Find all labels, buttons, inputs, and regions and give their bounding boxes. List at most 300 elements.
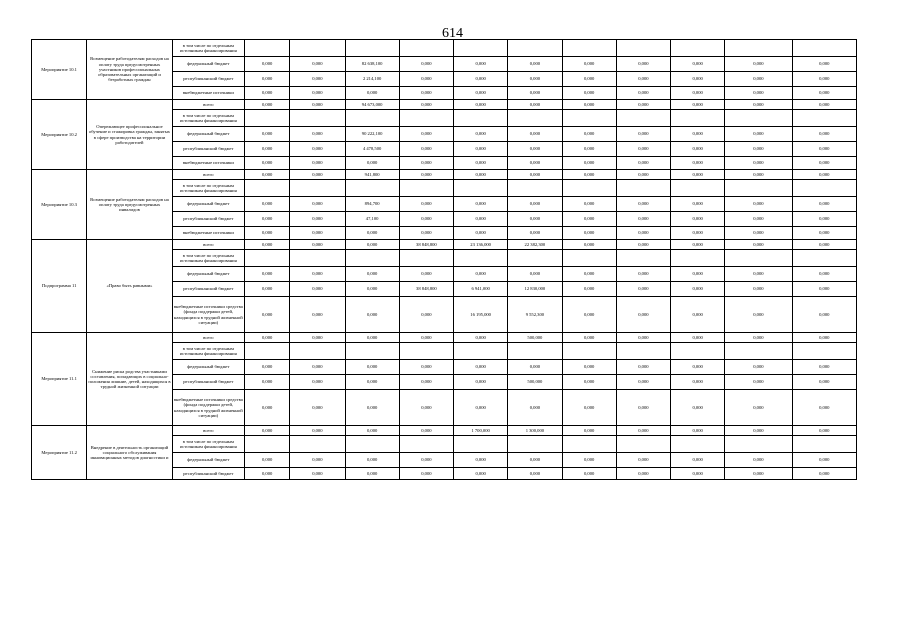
amount-cell: 0,000 [671, 127, 725, 142]
amount-cell: 0,000 [725, 267, 792, 282]
amount-cell: 500,000 [508, 333, 562, 343]
amount-cell: 0,000 [725, 87, 792, 100]
amount-cell: 0,000 [725, 375, 792, 390]
funding-source: всего [172, 426, 244, 436]
amount-cell: 0,000 [399, 297, 453, 333]
amount-cell: 0,000 [290, 240, 345, 250]
funding-source: республиканский бюджет [172, 468, 244, 480]
amount-cell: 47,100 [345, 212, 399, 227]
amount-cell: 0,000 [671, 212, 725, 227]
amount-cell: 0,000 [792, 390, 856, 426]
amount-cell: 0,000 [725, 333, 792, 343]
amount-cell: 0,000 [508, 100, 562, 110]
amount-cell: 0,000 [671, 453, 725, 468]
amount-cell: 0,000 [245, 212, 290, 227]
amount-cell: 0,000 [671, 360, 725, 375]
amount-cell: 0,000 [399, 267, 453, 282]
amount-cell [792, 40, 856, 57]
program-description: Снижение риска родства участниками составления, попадающих в социально-положения лишние, детей, находящихся в трудной жизненной ситуации [87, 333, 172, 426]
amount-cell: 0,000 [792, 170, 856, 180]
amount-cell [399, 250, 453, 267]
amount-cell: 0,000 [508, 212, 562, 227]
amount-cell: 0,000 [245, 72, 290, 87]
amount-cell: 0,000 [671, 333, 725, 343]
amount-cell: 0,000 [399, 453, 453, 468]
amount-cell: 0,000 [245, 375, 290, 390]
funding-source: федеральный бюджет [172, 360, 244, 375]
amount-cell: 0,000 [725, 426, 792, 436]
amount-cell: 0,000 [562, 267, 616, 282]
amount-cell: 0,000 [792, 100, 856, 110]
amount-cell: 0,000 [562, 212, 616, 227]
amount-cell: 0,000 [725, 390, 792, 426]
table-row [32, 426, 857, 436]
amount-cell: 0,000 [508, 267, 562, 282]
amount-cell: 0,000 [562, 142, 616, 157]
amount-cell: 0,000 [562, 375, 616, 390]
amount-cell: 0,000 [725, 453, 792, 468]
amount-cell [245, 436, 290, 453]
funding-source: федеральный бюджет [172, 127, 244, 142]
amount-cell [508, 250, 562, 267]
funding-source: федеральный бюджет [172, 197, 244, 212]
amount-cell: 0,000 [671, 267, 725, 282]
amount-cell [616, 180, 670, 197]
amount-cell [508, 436, 562, 453]
amount-cell: 0,000 [454, 360, 508, 375]
amount-cell [345, 250, 399, 267]
amount-cell: 0,000 [290, 468, 345, 480]
amount-cell [671, 343, 725, 360]
amount-cell [725, 436, 792, 453]
amount-cell: 0,000 [616, 240, 670, 250]
finance-table-container [31, 39, 857, 480]
amount-cell: 0,000 [345, 227, 399, 240]
amount-cell: 0,000 [562, 453, 616, 468]
program-label: Мероприятие 10.1 [32, 40, 87, 100]
amount-cell: 38 848,800 [399, 282, 453, 297]
amount-cell: 0,000 [454, 170, 508, 180]
amount-cell: 0,000 [399, 170, 453, 180]
amount-cell: 0,000 [454, 72, 508, 87]
amount-cell: 1 300,000 [508, 426, 562, 436]
amount-cell: 0,000 [562, 197, 616, 212]
amount-cell: 0,000 [616, 453, 670, 468]
amount-cell [454, 343, 508, 360]
amount-cell: 0,000 [454, 267, 508, 282]
amount-cell: 0,000 [725, 100, 792, 110]
amount-cell: 0,000 [508, 453, 562, 468]
program-label: Мероприятие 10.3 [32, 170, 87, 240]
amount-cell: 0,000 [345, 360, 399, 375]
amount-cell [290, 110, 345, 127]
program-label: Мероприятие 11.2 [32, 426, 87, 480]
amount-cell: 0,000 [290, 87, 345, 100]
amount-cell: 0,000 [399, 87, 453, 100]
amount-cell: 0,000 [792, 197, 856, 212]
amount-cell: 0,000 [245, 468, 290, 480]
amount-cell: 2 214,100 [345, 72, 399, 87]
amount-cell [725, 40, 792, 57]
amount-cell [725, 250, 792, 267]
amount-cell: 0,000 [616, 375, 670, 390]
funding-source: внебюджетные источники средства (фонда поддержки детей, находящихся в трудной жизненной ситуации) [172, 297, 244, 333]
funding-source: в том числе по отдельным источникам финансирования [172, 250, 244, 267]
amount-cell: 0,000 [345, 297, 399, 333]
amount-cell [792, 180, 856, 197]
program-description: «Право быть равными» [87, 240, 172, 333]
amount-cell [290, 436, 345, 453]
amount-cell: 0,000 [399, 142, 453, 157]
funding-source: республиканский бюджет [172, 282, 244, 297]
amount-cell: 0,000 [725, 297, 792, 333]
amount-cell: 0,000 [245, 453, 290, 468]
amount-cell: 0,000 [725, 282, 792, 297]
amount-cell [671, 250, 725, 267]
amount-cell: 0,000 [508, 227, 562, 240]
amount-cell [454, 110, 508, 127]
amount-cell: 0,000 [290, 197, 345, 212]
amount-cell: 0,000 [562, 100, 616, 110]
amount-cell: 0,000 [245, 390, 290, 426]
amount-cell: 0,000 [345, 267, 399, 282]
amount-cell: 0,000 [616, 468, 670, 480]
amount-cell: 0,000 [345, 157, 399, 170]
funding-source: в том числе по отдельным источникам финансирования [172, 40, 244, 57]
amount-cell: 0,000 [399, 468, 453, 480]
amount-cell [616, 110, 670, 127]
amount-cell [562, 250, 616, 267]
amount-cell [245, 110, 290, 127]
funding-source: всего [172, 100, 244, 110]
amount-cell [725, 343, 792, 360]
amount-cell: 0,000 [725, 157, 792, 170]
amount-cell: 0,000 [290, 142, 345, 157]
amount-cell: 38 848,800 [399, 240, 453, 250]
amount-cell: 0,000 [616, 142, 670, 157]
amount-cell: 0,000 [508, 197, 562, 212]
amount-cell: 0,000 [345, 390, 399, 426]
amount-cell: 0,000 [792, 468, 856, 480]
amount-cell: 0,000 [792, 240, 856, 250]
funding-source: республиканский бюджет [172, 142, 244, 157]
amount-cell: 0,000 [616, 360, 670, 375]
amount-cell: 0,000 [290, 72, 345, 87]
amount-cell: 0,000 [792, 360, 856, 375]
amount-cell [616, 40, 670, 57]
program-description: Внедрение в деятельность организаций социального обслуживания инновационных методов диагностики и [87, 426, 172, 480]
amount-cell: 0,000 [454, 212, 508, 227]
amount-cell: 0,000 [792, 282, 856, 297]
amount-cell: 0,000 [454, 453, 508, 468]
amount-cell: 0,000 [345, 282, 399, 297]
amount-cell: 0,000 [454, 468, 508, 480]
amount-cell: 894,700 [345, 197, 399, 212]
amount-cell: 0,000 [345, 453, 399, 468]
amount-cell: 0,000 [290, 227, 345, 240]
amount-cell: 0,000 [616, 170, 670, 180]
program-label: Мероприятие 10.2 [32, 100, 87, 170]
amount-cell: 0,000 [562, 426, 616, 436]
amount-cell: 0,000 [616, 57, 670, 72]
amount-cell: 0,000 [671, 142, 725, 157]
amount-cell: 0,000 [562, 240, 616, 250]
funding-source: республиканский бюджет [172, 212, 244, 227]
amount-cell: 0,000 [562, 72, 616, 87]
amount-cell: 0,000 [345, 333, 399, 343]
table-row [32, 100, 857, 110]
amount-cell: 0,000 [792, 212, 856, 227]
amount-cell [245, 40, 290, 57]
amount-cell: 0,000 [245, 333, 290, 343]
amount-cell: 0,000 [290, 212, 345, 227]
amount-cell: 0,000 [671, 282, 725, 297]
amount-cell: 0,000 [725, 360, 792, 375]
amount-cell: 0,000 [245, 360, 290, 375]
amount-cell: 0,000 [454, 87, 508, 100]
amount-cell: 0,000 [454, 127, 508, 142]
amount-cell: 0,000 [345, 426, 399, 436]
amount-cell: 0,000 [290, 282, 345, 297]
amount-cell: 0,000 [454, 375, 508, 390]
amount-cell: 0,000 [792, 227, 856, 240]
amount-cell [290, 40, 345, 57]
table-row [32, 40, 857, 57]
amount-cell [792, 110, 856, 127]
funding-source: всего [172, 170, 244, 180]
program-description: Опережающее профессиональное обучение и стажировка граждан, занятых в сфере производства на территории работодателей [87, 100, 172, 170]
amount-cell [245, 180, 290, 197]
funding-source: федеральный бюджет [172, 57, 244, 72]
amount-cell: 0,000 [245, 157, 290, 170]
amount-cell: 22 382,300 [508, 240, 562, 250]
amount-cell: 0,000 [725, 72, 792, 87]
amount-cell [290, 343, 345, 360]
funding-source: всего [172, 333, 244, 343]
amount-cell: 0,000 [792, 87, 856, 100]
amount-cell: 0,000 [562, 227, 616, 240]
amount-cell: 0,000 [399, 127, 453, 142]
amount-cell: 500,000 [508, 375, 562, 390]
table-body [32, 40, 857, 480]
amount-cell: 0,000 [562, 170, 616, 180]
amount-cell: 0,000 [245, 282, 290, 297]
amount-cell [616, 250, 670, 267]
amount-cell: 0,000 [792, 297, 856, 333]
table-row [32, 333, 857, 343]
amount-cell: 0,000 [616, 72, 670, 87]
amount-cell: 0,000 [290, 360, 345, 375]
amount-cell: 0,000 [725, 57, 792, 72]
amount-cell: 0,000 [616, 212, 670, 227]
amount-cell: 0,000 [245, 267, 290, 282]
amount-cell: 0,000 [290, 170, 345, 180]
amount-cell [454, 40, 508, 57]
amount-cell [290, 180, 345, 197]
amount-cell: 0,000 [245, 297, 290, 333]
amount-cell: 0,000 [290, 127, 345, 142]
amount-cell: 0,000 [671, 157, 725, 170]
amount-cell [399, 40, 453, 57]
amount-cell: 0,000 [671, 240, 725, 250]
amount-cell: 0,000 [454, 142, 508, 157]
amount-cell [562, 40, 616, 57]
amount-cell: 0,000 [725, 240, 792, 250]
amount-cell: 0,000 [616, 197, 670, 212]
amount-cell: 0,000 [508, 170, 562, 180]
amount-cell: 0,000 [245, 57, 290, 72]
amount-cell: 0,000 [616, 297, 670, 333]
amount-cell: 0,000 [245, 87, 290, 100]
amount-cell: 941,800 [345, 170, 399, 180]
amount-cell: 0,000 [508, 360, 562, 375]
amount-cell: 0,000 [245, 227, 290, 240]
amount-cell: 0,000 [399, 100, 453, 110]
amount-cell: 0,000 [399, 375, 453, 390]
amount-cell: 0,000 [345, 375, 399, 390]
amount-cell: 0,000 [562, 333, 616, 343]
amount-cell: 0,000 [792, 127, 856, 142]
amount-cell: 90 222,100 [345, 127, 399, 142]
amount-cell: 0,000 [245, 240, 290, 250]
amount-cell: 0,000 [508, 142, 562, 157]
funding-source: республиканский бюджет [172, 375, 244, 390]
amount-cell [671, 436, 725, 453]
amount-cell: 0,000 [245, 142, 290, 157]
amount-cell: 0,000 [245, 170, 290, 180]
amount-cell [792, 250, 856, 267]
amount-cell: 0,000 [792, 142, 856, 157]
amount-cell [399, 343, 453, 360]
amount-cell: 0,000 [725, 127, 792, 142]
amount-cell: 0,000 [616, 87, 670, 100]
amount-cell: 0,000 [792, 426, 856, 436]
amount-cell: 0,000 [290, 390, 345, 426]
program-description: Возмещение работодателям расходов на оплату труда предусмотренных инвалидов [87, 170, 172, 240]
amount-cell: 0,000 [399, 390, 453, 426]
amount-cell: 0,000 [671, 227, 725, 240]
amount-cell: 0,000 [792, 333, 856, 343]
amount-cell: 0,000 [290, 157, 345, 170]
amount-cell: 0,000 [671, 375, 725, 390]
funding-source: внебюджетные источники [172, 87, 244, 100]
amount-cell: 16 195,000 [454, 297, 508, 333]
amount-cell: 0,000 [454, 100, 508, 110]
table-row [32, 170, 857, 180]
amount-cell: 0,000 [671, 57, 725, 72]
amount-cell [562, 110, 616, 127]
amount-cell: 0,000 [671, 468, 725, 480]
amount-cell: 0,000 [671, 170, 725, 180]
amount-cell: 0,000 [245, 127, 290, 142]
amount-cell: 9 552,300 [508, 297, 562, 333]
funding-source: в том числе по отдельным источникам финансирования [172, 110, 244, 127]
table-row [32, 240, 857, 250]
amount-cell: 0,000 [345, 468, 399, 480]
amount-cell: 0,000 [725, 142, 792, 157]
amount-cell [792, 436, 856, 453]
amount-cell: 0,000 [616, 333, 670, 343]
funding-source: в том числе по отдельным источникам финансирования [172, 180, 244, 197]
funding-source: республиканский бюджет [172, 72, 244, 87]
funding-source: внебюджетные источники [172, 227, 244, 240]
amount-cell [616, 343, 670, 360]
amount-cell [399, 180, 453, 197]
amount-cell [671, 110, 725, 127]
amount-cell: 0,000 [508, 57, 562, 72]
amount-cell [792, 343, 856, 360]
amount-cell: 0,000 [562, 87, 616, 100]
amount-cell [345, 110, 399, 127]
amount-cell [399, 110, 453, 127]
amount-cell: 0,000 [508, 87, 562, 100]
amount-cell [508, 40, 562, 57]
amount-cell: 12 830,000 [508, 282, 562, 297]
amount-cell: 23 136,000 [454, 240, 508, 250]
amount-cell: 0,000 [725, 170, 792, 180]
amount-cell: 0,000 [562, 157, 616, 170]
amount-cell: 0,000 [616, 157, 670, 170]
amount-cell: 0,000 [725, 197, 792, 212]
amount-cell: 0,000 [792, 453, 856, 468]
funding-source: в том числе по отдельным источникам финансирования [172, 436, 244, 453]
amount-cell: 0,000 [562, 297, 616, 333]
amount-cell [245, 343, 290, 360]
amount-cell [671, 40, 725, 57]
amount-cell: 0,000 [454, 57, 508, 72]
amount-cell: 0,000 [399, 212, 453, 227]
amount-cell: 0,000 [562, 127, 616, 142]
amount-cell: 0,000 [290, 297, 345, 333]
amount-cell [245, 250, 290, 267]
amount-cell [290, 250, 345, 267]
amount-cell: 0,000 [616, 282, 670, 297]
amount-cell: 0,000 [245, 100, 290, 110]
funding-source: внебюджетные источники средства (фонда поддержки детей, находящихся в трудной жизненной ситуации) [172, 390, 244, 426]
amount-cell [399, 436, 453, 453]
amount-cell [562, 343, 616, 360]
amount-cell: 0,000 [616, 100, 670, 110]
amount-cell: 0,000 [290, 100, 345, 110]
program-description: Возмещение работодателям расходов на оплату труда предусмотренных участников профессиональных образовательных организаций и безработных граждан [87, 40, 172, 100]
amount-cell [345, 343, 399, 360]
amount-cell: 0,000 [399, 57, 453, 72]
amount-cell: 0,000 [792, 267, 856, 282]
amount-cell: 0,000 [290, 267, 345, 282]
amount-cell: 0,000 [290, 333, 345, 343]
amount-cell [562, 436, 616, 453]
amount-cell: 0,000 [508, 157, 562, 170]
amount-cell: 0,000 [725, 212, 792, 227]
program-label: Подпрограмма 11 [32, 240, 87, 333]
amount-cell [508, 180, 562, 197]
amount-cell: 0,000 [245, 197, 290, 212]
amount-cell: 0,000 [671, 426, 725, 436]
amount-cell: 94 673,000 [345, 100, 399, 110]
amount-cell: 0,000 [245, 426, 290, 436]
amount-cell: 0,000 [399, 426, 453, 436]
amount-cell: 0,000 [454, 227, 508, 240]
amount-cell: 0,000 [399, 333, 453, 343]
funding-source: федеральный бюджет [172, 453, 244, 468]
amount-cell: 0,000 [562, 360, 616, 375]
amount-cell [671, 180, 725, 197]
amount-cell: 0,000 [290, 426, 345, 436]
program-label: Мероприятие 11.1 [32, 333, 87, 426]
amount-cell: 0,000 [616, 267, 670, 282]
amount-cell: 0,000 [562, 468, 616, 480]
amount-cell [508, 110, 562, 127]
